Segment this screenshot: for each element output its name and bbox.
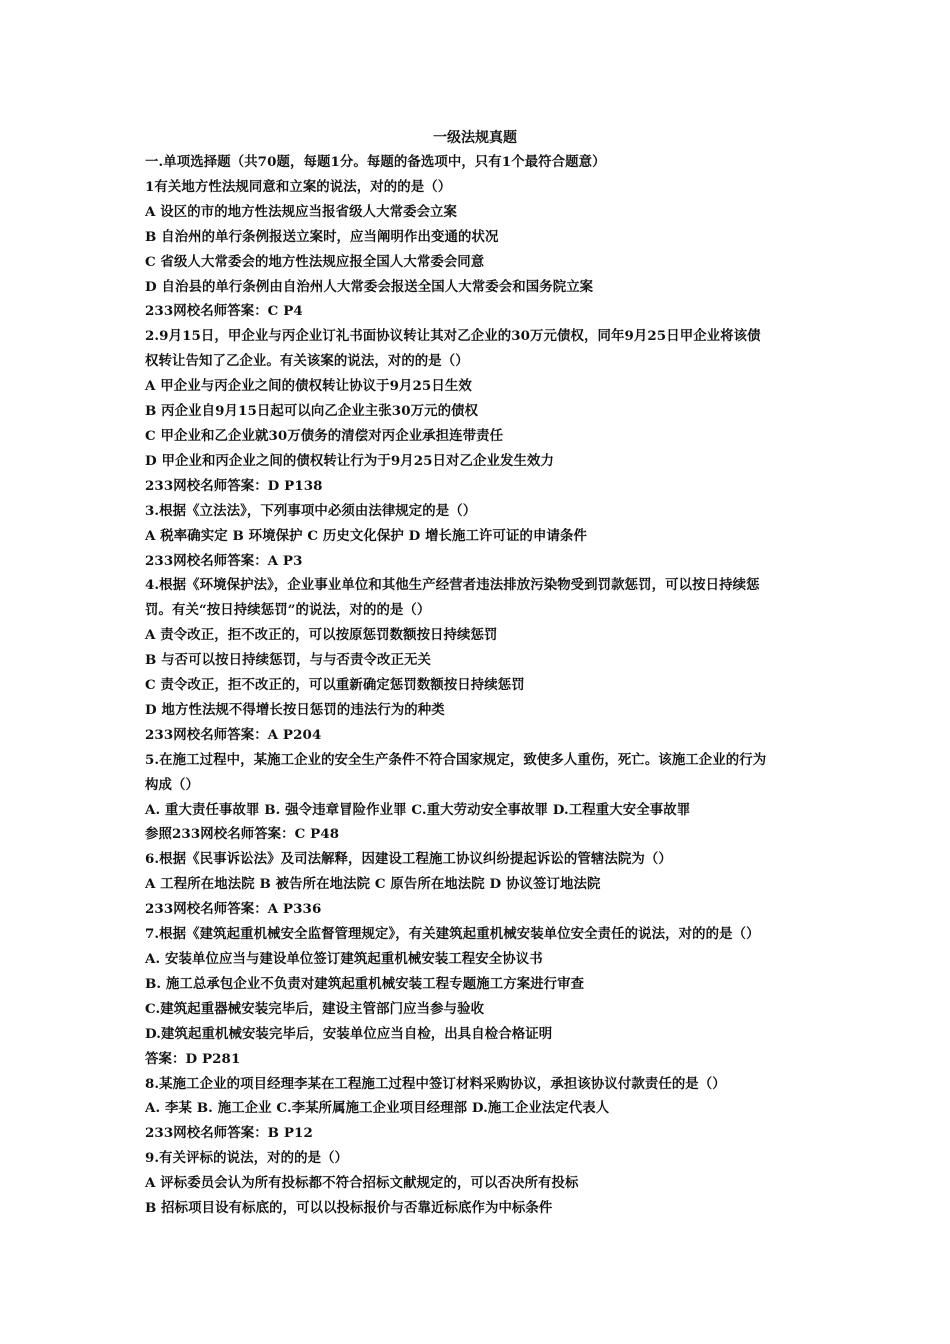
document-title: 一级法规真题 xyxy=(433,130,517,146)
text-line: A 责令改正，拒不改正的，可以按原惩罚数额按日持续惩罚 xyxy=(145,627,498,644)
text-line: D 地方性法规不得增长按日惩罚的违法行为的种类 xyxy=(145,701,445,718)
text-line: 233网校名师答案：C P4 xyxy=(145,303,303,320)
document-body xyxy=(145,150,825,1221)
text-line: B 丙企业自9月15日起可以向乙企业主张30万元的债权 xyxy=(145,403,479,420)
text-line: 2.9月15日，甲企业与丙企业订礼书面协议转让其对乙企业的30万元债权，同年9月25日甲企业将该债 xyxy=(145,328,761,345)
text-line: 权转让告知了乙企业。有关该案的说法，对的的是（） xyxy=(145,353,469,370)
text-line: C.建筑起重器械安装完毕后，建设主管部门应当参与验收 xyxy=(145,1000,485,1017)
text-line: B 招标项目设有标底的，可以以投标报价与否靠近标底作为中标条件 xyxy=(145,1200,553,1217)
text-line: 8.某施工企业的项目经理李某在工程施工过程中签订材料采购协议，承担该协议付款责任的是（） xyxy=(145,1075,726,1092)
text-line: 一.单项选择题（共70题，每题1分。每题的备选项中，只有1个最符合题意） xyxy=(145,154,606,170)
text-line: 7.根据《建筑起重机械安全监督管理规定》，有关建筑起重机械安装单位安全责任的说法，对的的是（） xyxy=(145,926,760,943)
text-line: D.建筑起重机械安装完毕后，安装单位应当自检，出具自检合格证明 xyxy=(145,1025,553,1042)
text-line: D 自治县的单行条例由自治州人大常委会报送全国人大常委会和国务院立案 xyxy=(145,278,594,295)
text-line: C 省级人大常委会的地方性法规应报全国人大常委会同意 xyxy=(145,253,485,270)
text-line: 答案：D P281 xyxy=(145,1050,241,1067)
text-line: 233网校名师答案：A P336 xyxy=(145,901,322,918)
text-line: 9.有关评标的说法，对的的是（） xyxy=(145,1150,349,1167)
text-line: C 责令改正，拒不改正的，可以重新确定惩罚数额按日持续惩罚 xyxy=(145,677,525,694)
text-line: 罚。有关“按日持续惩罚”的说法，对的的是（） xyxy=(145,602,431,619)
text-line: A 设区的市的地方性法规应当报省级人大常委会立案 xyxy=(145,203,458,220)
text-line: A 税率确实定 B 环境保护 C 历史文化保护 D 增长施工许可证的申请条件 xyxy=(145,527,587,544)
text-line: 233网校名师答案：D P138 xyxy=(145,477,323,494)
text-line: C 甲企业和乙企业就30万债务的清偿对丙企业承担连带责任 xyxy=(145,427,504,444)
text-line: 1有关地方性法规同意和立案的说法，对的的是（） xyxy=(145,178,452,195)
text-line: 4.根据《环境保护法》，企业事业单位和其他生产经营者违法排放污染物受到罚款惩罚，可以按日持续惩 xyxy=(145,577,760,594)
text-line: 构成（） xyxy=(145,776,199,793)
text-line: 233网校名师答案：A P3 xyxy=(145,552,303,569)
text-line: B 与否可以按日持续惩罚，与与否责令改正无关 xyxy=(145,652,431,669)
text-line: A. 安装单位应当与建设单位签订建筑起重机械安装工程安全协议书 xyxy=(145,951,543,967)
text-line: A 评标委员会认为所有投标都不符合招标文献规定的，可以否决所有投标 xyxy=(145,1175,579,1192)
text-line: A. 重大责任事故罪 B. 强令违章冒险作业罪 C.重大劳动安全事故罪 D.工程重大安全事故罪 xyxy=(145,801,691,818)
text-line: 233网校名师答案：B P12 xyxy=(145,1125,313,1142)
text-line: 5.在施工过程中，某施工企业的安全生产条件不符合国家规定，致使多人重伤，死亡。该施工企业的行为 xyxy=(145,751,767,768)
text-line: 6.根据《民事诉讼法》及司法解释，因建设工程施工协议纠纷提起诉讼的管辖法院为（） xyxy=(145,851,672,868)
text-line: A. 李某 B. 施工企业 C.李某所属施工企业项目经理部 D.施工企业法定代表人 xyxy=(145,1100,610,1117)
text-line: 3.根据《立法法》，下列事项中必须由法律规定的是（） xyxy=(145,502,477,519)
text-line: B 自治州的单行条例报送立案时，应当阐明作出变通的状况 xyxy=(145,228,499,245)
text-line: A 甲企业与丙企业之间的债权转让协议于9月25日生效 xyxy=(145,378,472,395)
text-line: D 甲企业和丙企业之间的债权转让行为于9月25日对乙企业发生效力 xyxy=(145,452,554,469)
text-line: 233网校名师答案：A P204 xyxy=(145,726,322,743)
text-line: A 工程所在地法院 B 被告所在地法院 C 原告所在地法院 D 协议签订地法院 xyxy=(145,876,601,893)
text-line: 参照233网校名师答案：C P48 xyxy=(145,826,340,843)
text-line: B. 施工总承包企业不负责对建筑起重机械安装工程专题施工方案进行审查 xyxy=(145,975,585,992)
